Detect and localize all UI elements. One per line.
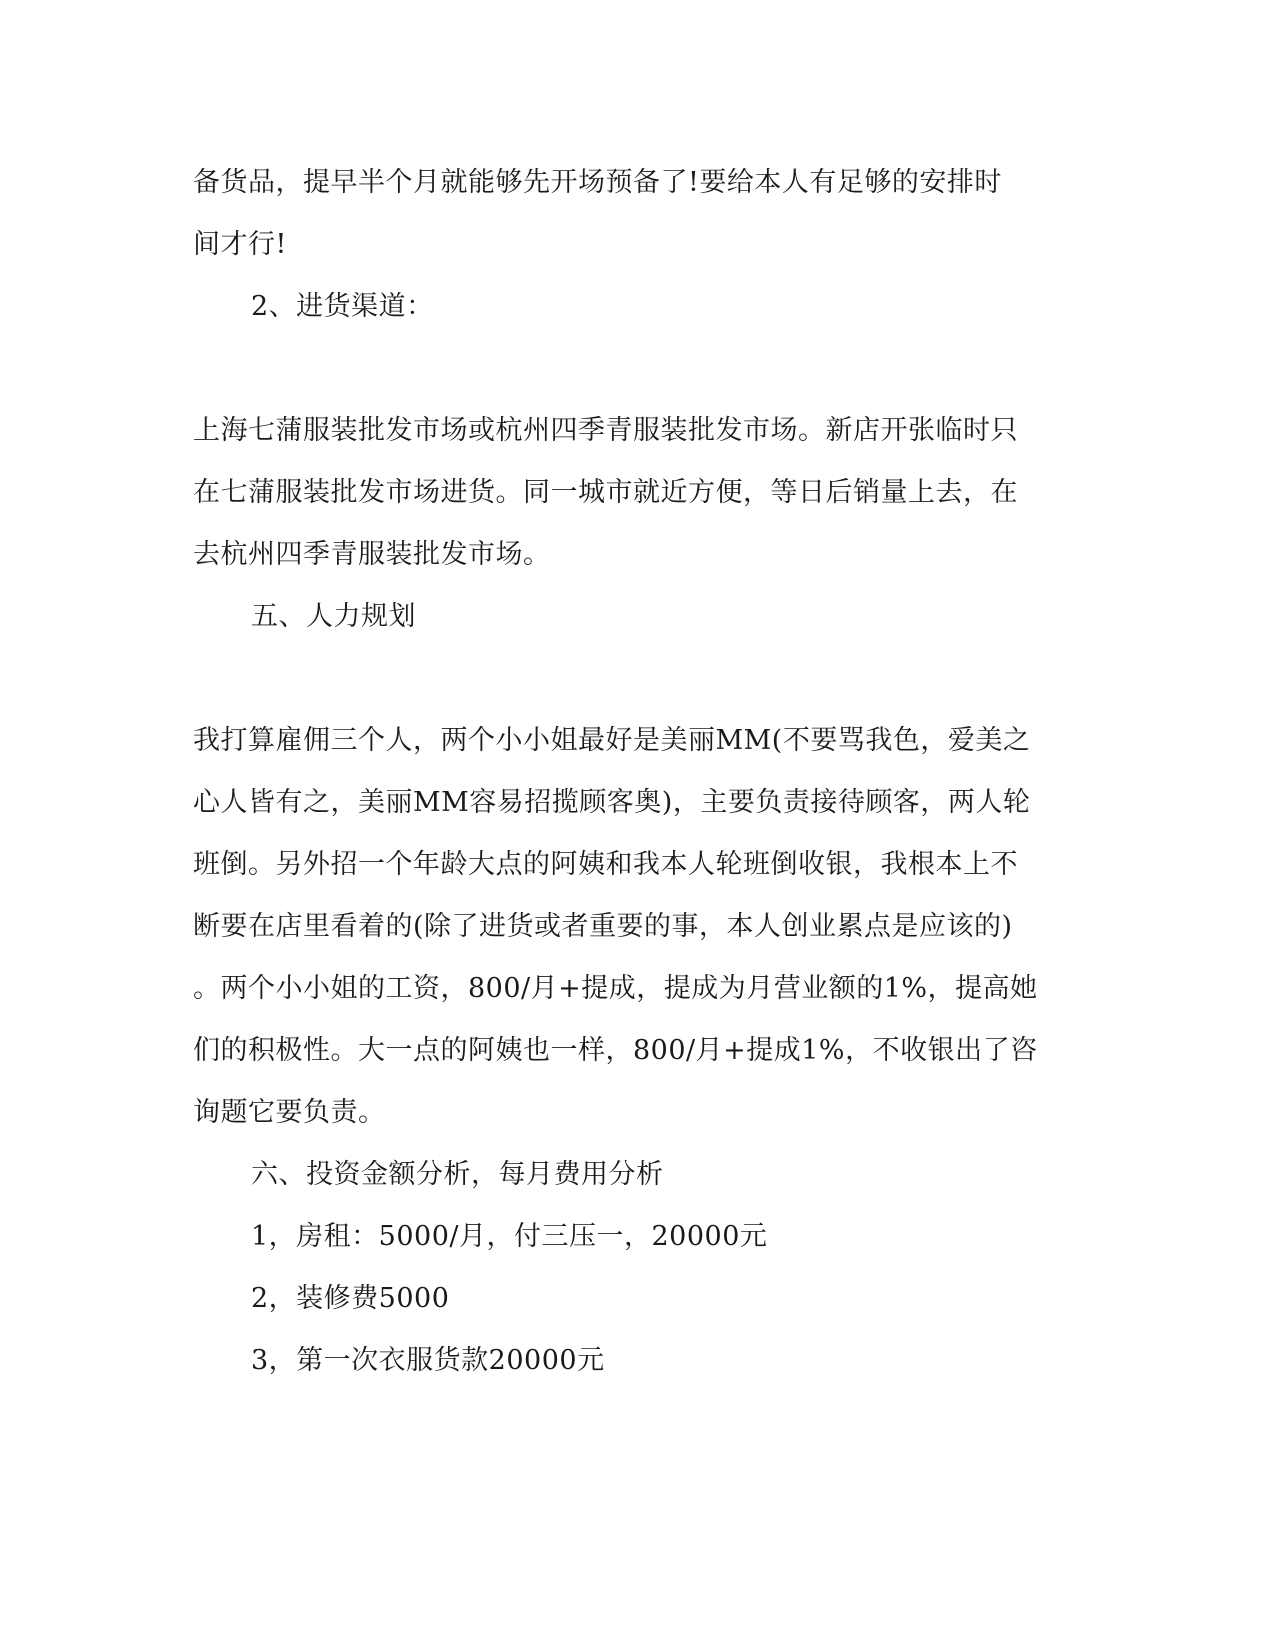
paragraph-line: 在七蒲服装批发市场进货。同一城市就近方便，等日后销量上去，在 — [193, 477, 1018, 508]
paragraph-line: 断要在店里看着的(除了进货或者重要的事，本人创业累点是应该的) — [193, 911, 1013, 942]
paragraph-line: 上海七蒲服装批发市场或杭州四季青服装批发市场。新店开张临时只 — [193, 415, 1018, 446]
list-item: 3，第一次衣服货款20000元 — [251, 1345, 605, 1376]
subsection-heading: 2、进货渠道： — [251, 291, 434, 322]
paragraph-line: 。两个小小姐的工资，800/月+提成，提成为月营业额的1%，提高她 — [193, 973, 1038, 1004]
paragraph-line: 心人皆有之，美丽MM容易招揽顾客奥)，主要负责接待顾客，两人轮 — [193, 787, 1031, 818]
paragraph-line: 间才行! — [193, 229, 287, 260]
paragraph-line: 们的积极性。大一点的阿姨也一样，800/月+提成1%，不收银出了咨 — [193, 1035, 1038, 1066]
paragraph-line: 班倒。另外招一个年龄大点的阿姨和我本人轮班倒收银，我根本上不 — [193, 849, 1018, 880]
paragraph-line: 备货品，提早半个月就能够先开场预备了!要给本人有足够的安排时 — [193, 167, 1002, 198]
list-item: 1，房租：5000/月，付三压一，20000元 — [251, 1221, 768, 1252]
list-item: 2，装修费5000 — [251, 1283, 450, 1314]
paragraph-line: 去杭州四季青服装批发市场。 — [193, 539, 551, 570]
paragraph-line: 询题它要负责。 — [193, 1097, 386, 1128]
section-heading: 六、投资金额分析，每月费用分析 — [251, 1159, 664, 1190]
paragraph-line: 我打算雇佣三个人，两个小小姐最好是美丽MM(不要骂我色，爱美之 — [193, 725, 1031, 756]
section-heading: 五、人力规划 — [251, 601, 416, 632]
